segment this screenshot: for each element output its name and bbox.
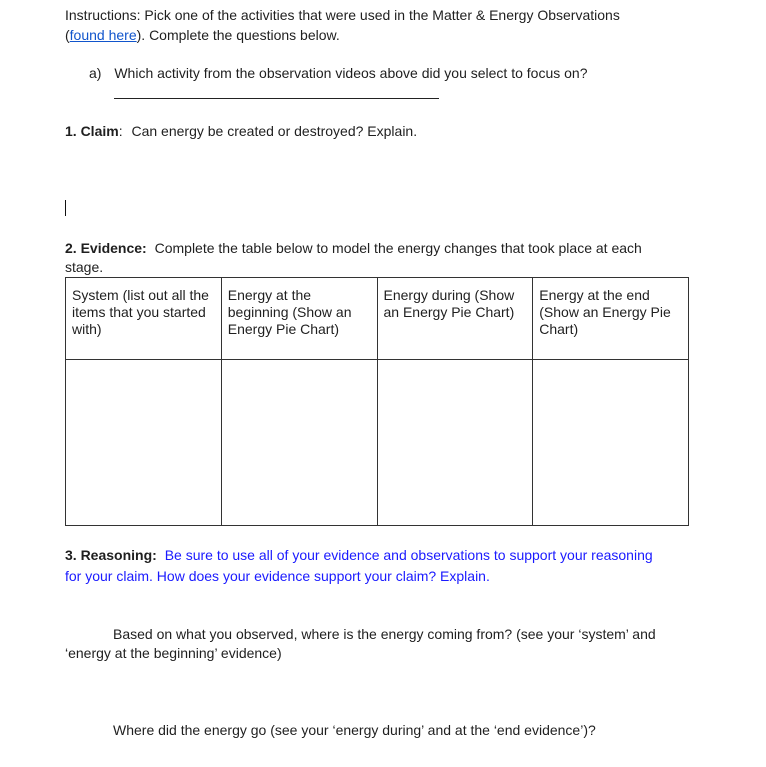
evidence-heading (65, 238, 642, 258)
question-a-marker: a) (89, 65, 102, 81)
table-row (66, 360, 689, 526)
evidence-label: 2. Evidence: (65, 240, 147, 256)
header-system: System (list out all the items that you started with) (66, 278, 222, 360)
cell-energy-end[interactable] (533, 360, 689, 526)
reasoning-label: 3. Reasoning: (65, 547, 157, 563)
table-header-row (66, 278, 689, 360)
claim-label: 1. Claim (65, 123, 119, 139)
answer-blank-line[interactable] (114, 98, 439, 99)
question-a-text: Which activity from the observation videos above did you select to focus on? (114, 65, 588, 81)
header-energy-beginning: Energy at the beginning (Show an Energy Pie Chart) (221, 278, 377, 360)
cell-energy-during[interactable] (377, 360, 533, 526)
found-here-link[interactable]: found here (69, 27, 137, 43)
evidence-text: Complete the table below to model the energy changes that took place at each (154, 240, 642, 256)
evidence-table (65, 277, 689, 526)
cell-system[interactable] (66, 360, 222, 526)
claim-text: Can energy be created or destroyed? Explain. (131, 123, 418, 139)
question-a (89, 63, 587, 83)
reasoning-text-line-2: for your claim. How does your evidence support your claim? Explain. (65, 568, 490, 584)
evidence-text-line-2: stage. (65, 259, 104, 275)
prompt-2: Where did the energy go (see your ‘energy during’ and at the ‘end evidence’)? (113, 722, 596, 738)
prompt-1-line-2: ‘energy at the beginning’ evidence) (65, 645, 282, 661)
reasoning-text: Be sure to use all of your evidence and observations to support your reasoning (164, 547, 653, 563)
instructions-line-2: (found here). Complete the questions below. (65, 27, 340, 43)
prompt-1-line-1: Based on what you observed, where is the energy coming from? (see your ‘system’ and (113, 626, 656, 642)
header-energy-end: Energy at the end (Show an Energy Pie Chart) (533, 278, 689, 360)
header-energy-during: Energy during (Show an Energy Pie Chart) (377, 278, 533, 360)
instructions-line-1: Instructions: Pick one of the activities that were used in the Matter & Energy Observations (65, 7, 620, 23)
cell-energy-beginning[interactable] (221, 360, 377, 526)
text-cursor (65, 200, 66, 216)
claim-heading: 1. Claim: Can energy be created or destroyed? Explain. (65, 123, 418, 139)
reasoning-heading (65, 545, 653, 565)
